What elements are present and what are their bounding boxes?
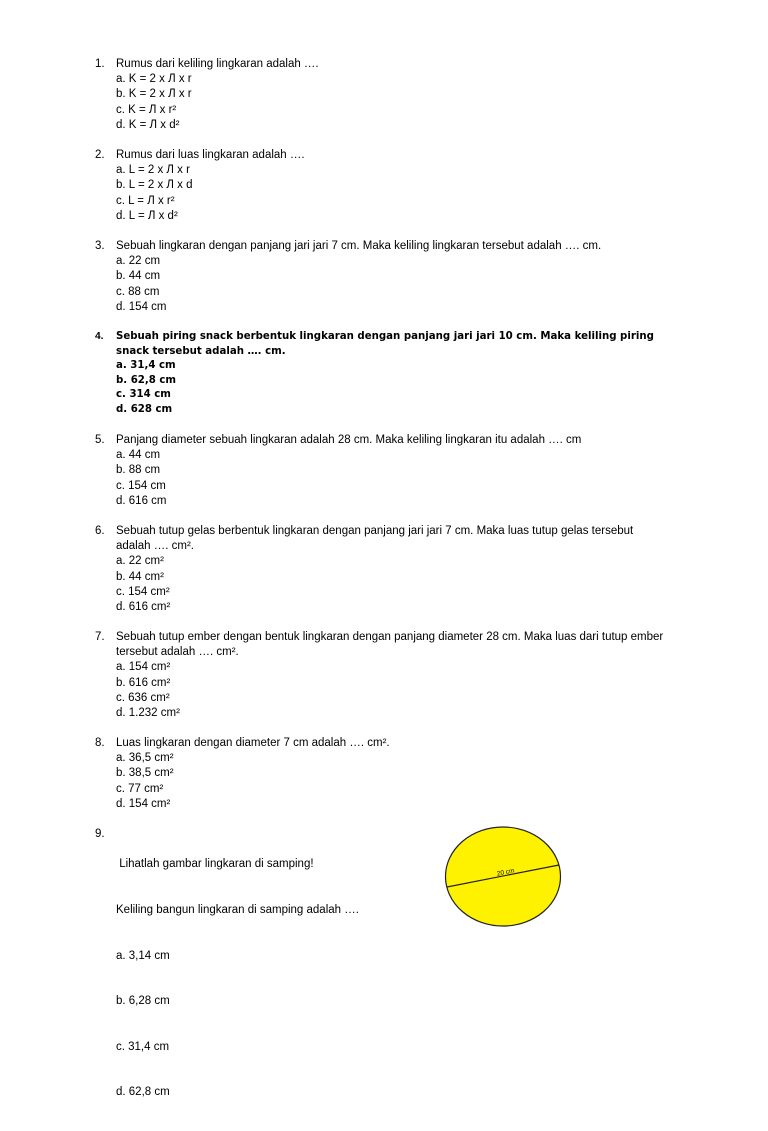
- question-text: Rumus dari luas lingkaran adalah ….: [116, 149, 305, 161]
- option-d: d. 154 cm: [116, 300, 167, 313]
- question-text: Lihatlah gambar lingkaran di samping!: [116, 858, 314, 871]
- option-a: a. 44 cm: [116, 449, 161, 462]
- question-2: [95, 148, 305, 224]
- option-b: b. 44 cm²: [116, 570, 164, 583]
- question-4: [95, 330, 676, 418]
- option-a: a. 3,14 cm: [116, 949, 170, 962]
- question-6: [95, 524, 661, 615]
- question-number: 1.: [95, 58, 105, 70]
- question-number: 3.: [95, 240, 105, 252]
- option-a: a. 31,4 cm: [116, 360, 176, 372]
- option-c: c. 314 cm: [116, 389, 171, 401]
- option-d: d. 154 cm²: [116, 797, 171, 810]
- option-c: c. 77 cm²: [116, 782, 164, 795]
- option-a: a. L = 2 x Л x r: [116, 164, 190, 177]
- question-number: 6.: [95, 525, 105, 537]
- question-text: Panjang diameter sebuah lingkaran adalah 28 cm. Maka keliling lingkaran itu adalah …. cm: [116, 434, 582, 446]
- question-text: Rumus dari keliling lingkaran adalah ….: [116, 58, 319, 70]
- question-number: 4.: [95, 331, 104, 342]
- option-b: b. K = 2 x Л x r: [116, 88, 192, 101]
- option-a: a. 22 cm²: [116, 555, 164, 568]
- question-number: 8.: [95, 737, 105, 749]
- option-c: c. 88 cm: [116, 285, 160, 298]
- option-b: b. L = 2 x Л x d: [116, 179, 193, 192]
- question-text: Sebuah lingkaran dengan panjang jari jari 7 cm. Maka keliling lingkaran tersebut adalah …. cm.: [116, 240, 602, 252]
- option-c: c. 154 cm²: [116, 585, 170, 598]
- question-5: [95, 433, 581, 509]
- option-d: d. L = Л x d²: [116, 209, 178, 222]
- option-d: d. 616 cm: [116, 494, 167, 507]
- question-text: Sebuah piring snack berbentuk lingkaran dengan panjang jari jari 10 cm. Maka keliling piring snack tersebut adalah …. cm.: [116, 331, 654, 357]
- option-b: b. 88 cm: [116, 464, 161, 477]
- question-3: [95, 239, 601, 315]
- option-a: a. 36,5 cm²: [116, 752, 174, 765]
- question-number: 9.: [95, 828, 105, 840]
- question-7: [95, 630, 676, 721]
- option-c: c. K = Л x r²: [116, 103, 177, 116]
- option-d: d. 1.232 cm²: [116, 707, 180, 720]
- option-b: b. 6,28 cm: [116, 995, 170, 1008]
- option-c: c. 636 cm²: [116, 691, 170, 704]
- question-number: 2.: [95, 149, 105, 161]
- option-b: b. 62,8 cm: [116, 374, 177, 386]
- option-d: d. K = Л x d²: [116, 118, 180, 131]
- question-text-2: Keliling bangun lingkaran di samping adalah ….: [116, 904, 359, 917]
- option-c: c. 154 cm: [116, 479, 166, 492]
- option-a: a. 22 cm: [116, 255, 161, 268]
- option-a: a. K = 2 x Л x r: [116, 73, 192, 86]
- option-c: c. 31,4 cm: [116, 1040, 170, 1053]
- option-d: d. 62,8 cm: [116, 1086, 170, 1099]
- question-text: Luas lingkaran dengan diameter 7 cm adalah …. cm².: [116, 737, 390, 749]
- option-b: b. 44 cm: [116, 270, 161, 283]
- question-number: 7.: [95, 631, 105, 643]
- option-c: c. L = Л x r²: [116, 194, 175, 207]
- diameter-label: 20 cm: [496, 867, 516, 878]
- option-d: d. 628 cm: [116, 403, 173, 415]
- question-text: Sebuah tutup gelas berbentuk lingkaran dengan panjang jari jari 7 cm. Maka luas tutup gelas tersebut adalah …. cm².: [116, 525, 634, 553]
- option-b: b. 616 cm²: [116, 676, 171, 689]
- question-8: [95, 736, 390, 812]
- question-1: [95, 57, 319, 133]
- question-text: Sebuah tutup ember dengan bentuk lingkaran dengan panjang diameter 28 cm. Maka luas dari tutup ember tersebut adalah …. cm².: [116, 631, 664, 659]
- circle-figure: [444, 825, 564, 929]
- question-number: 5.: [95, 434, 105, 446]
- option-b: b. 38,5 cm²: [116, 767, 174, 780]
- option-a: a. 154 cm²: [116, 661, 171, 674]
- option-d: d. 616 cm²: [116, 601, 171, 614]
- question-9: [95, 827, 359, 1131]
